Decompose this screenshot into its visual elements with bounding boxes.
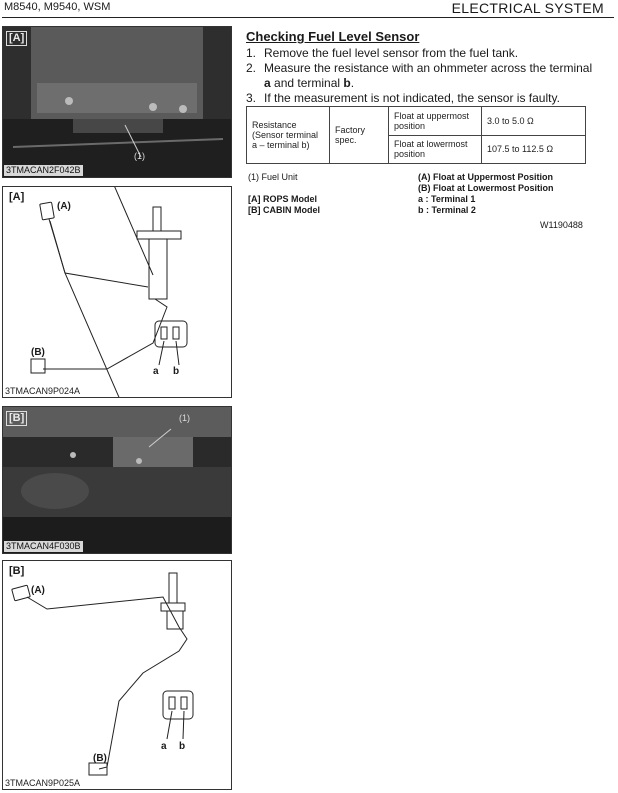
header-rule (2, 17, 614, 18)
step-2-text-after: . (350, 76, 355, 90)
step-2-number: 2. (246, 61, 257, 75)
photo-rops-caption: 3TMACAN2F042B (6, 165, 81, 175)
terminal-b-label-b: b (179, 741, 186, 752)
step-2-text-mid: and terminal (270, 76, 344, 90)
step-2 (246, 61, 596, 91)
photo-cabin-tag: [B] (6, 411, 27, 426)
drawing-cabin-tag: [B] (9, 565, 25, 577)
legend-fuel-unit: (1) Fuel Unit (248, 172, 298, 182)
drawing-rops-caption: 3TMACAN9P024A (5, 386, 81, 396)
step-3-number: 3. (246, 91, 257, 105)
header-model: M8540, M9540, WSM (4, 1, 111, 13)
value-lower-cell: 107.5 to 112.5 Ω (482, 135, 586, 164)
legend-float-upper: (A) Float at Uppermost Position (418, 172, 553, 182)
photo-cabin-caption: 3TMACAN4F030B (6, 541, 81, 551)
photo-cabin (2, 406, 232, 554)
step-2-terminal-b: b (343, 76, 351, 90)
procedure-steps (246, 46, 596, 106)
legend-cabin-model: [B] CABIN Model (248, 205, 320, 215)
value-upper-cell: 3.0 to 5.0 Ω (482, 107, 586, 136)
legend-rops-model: [A] ROPS Model (248, 194, 317, 204)
photo-cabin-callout: (1) (179, 413, 190, 423)
drawing-cabin (2, 560, 232, 790)
float-upper-label-b: (A) (31, 585, 45, 596)
section-title: Checking Fuel Level Sensor (246, 29, 420, 44)
step-3-text: If the measurement is not indicated, the sensor is faulty. (264, 91, 560, 105)
step-2-text-before: Measure the resistance with an ohmmeter across the terminal (264, 61, 593, 75)
drawing-rops-image (3, 187, 232, 398)
legend-float-lower: (B) Float at Lowermost Position (418, 183, 554, 193)
legend-terminal-2: b : Terminal 2 (418, 205, 476, 215)
terminal-a-label-b: a (161, 741, 167, 752)
float-upper-label-a: (A) (57, 201, 71, 212)
drawing-cabin-caption: 3TMACAN9P025A (5, 778, 81, 788)
legend-terminal-1: a : Terminal 1 (418, 194, 476, 204)
photo-cabin-image (3, 407, 232, 554)
table-row (247, 107, 586, 136)
photo-rops (2, 26, 232, 178)
drawing-rops (2, 186, 232, 398)
step-2-terminal-a: a (264, 76, 271, 90)
document-code: W1190488 (540, 220, 583, 230)
condition-upper-cell: Float at uppermost position (389, 107, 482, 136)
photo-rops-tag: [A] (6, 31, 27, 46)
resistance-spec-table (246, 106, 586, 164)
factory-spec-cell: Factory spec. (330, 107, 389, 164)
photo-rops-callout: (1) (134, 151, 145, 161)
step-3 (246, 91, 596, 106)
step-1-number: 1. (246, 46, 257, 60)
resistance-cell: Resistance (Sensor terminal a – terminal b) (247, 107, 330, 164)
float-lower-label-b: (B) (93, 753, 107, 764)
step-1 (246, 46, 596, 61)
photo-rops-image (3, 27, 232, 178)
drawing-rops-tag: [A] (9, 191, 25, 203)
header-section: ELECTRICAL SYSTEM (451, 0, 604, 16)
condition-lower-cell: Float at lowermost position (389, 135, 482, 164)
float-lower-label-a: (B) (31, 347, 45, 358)
terminal-a-label-a: a (153, 366, 159, 377)
step-1-text: Remove the fuel level sensor from the fuel tank. (264, 46, 519, 60)
terminal-b-label-a: b (173, 366, 180, 377)
